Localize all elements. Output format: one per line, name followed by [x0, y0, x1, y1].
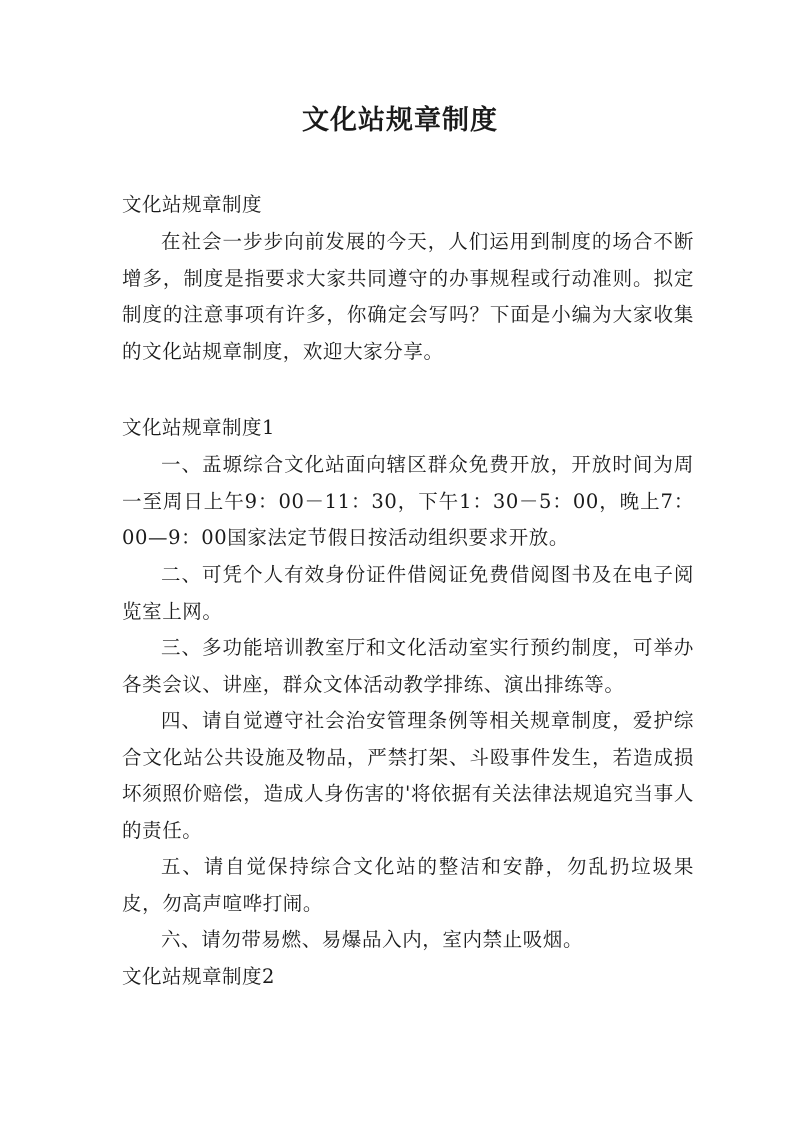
page-title: 文化站规章制度 — [302, 105, 498, 136]
intro-paragraph: 在社会一步步向前发展的今天，人们运用到制度的场合不断增多，制度是指要求大家共同遵守的办事规程或行动准则。拟定制度的注意事项有许多，你确定会写吗？下面是小编为大家收集的文化站规章制度，欢迎大家分享。 — [122, 230, 694, 363]
section1-item-3: 三、多功能培训教室厅和文化活动室实行预约制度，可举办各类会议、讲座，群众文体活动教学排练、演出排练等。 — [122, 636, 694, 696]
section1-item-6: 六、请勿带易燃、易爆品入内，室内禁止吸烟。 — [161, 928, 584, 951]
section1-item-5: 五、请自觉保持综合文化站的整洁和安静，勿乱扔垃圾果皮，勿高声喧哗打闹。 — [122, 855, 694, 915]
section1-item-4: 四、请自觉遵守社会治安管理条例等相关规章制度，爱护综合文化站公共设施及物品，严禁打架、斗殴事件发生，若造成损坏须照价赔偿，造成人身伤害的'将依据有关法律法规追究当事人的责任。 — [122, 709, 694, 842]
section1-item-1: 一、盂塬综合文化站面向辖区群众免费开放，开放时间为周一至周日上午9：00－11：30，下午1：30－5：00，晚上7：00—9：00国家法定节假日按活动组织要求开放。 — [122, 453, 694, 549]
section1-item-2: 二、可凭个人有效身份证件借阅证免费借阅图书及在电子阅览室上网。 — [122, 563, 694, 623]
intro-heading: 文化站规章制度 — [122, 193, 263, 216]
section1-heading: 文化站规章制度1 — [122, 416, 275, 439]
section2-heading: 文化站规章制度2 — [122, 965, 275, 988]
